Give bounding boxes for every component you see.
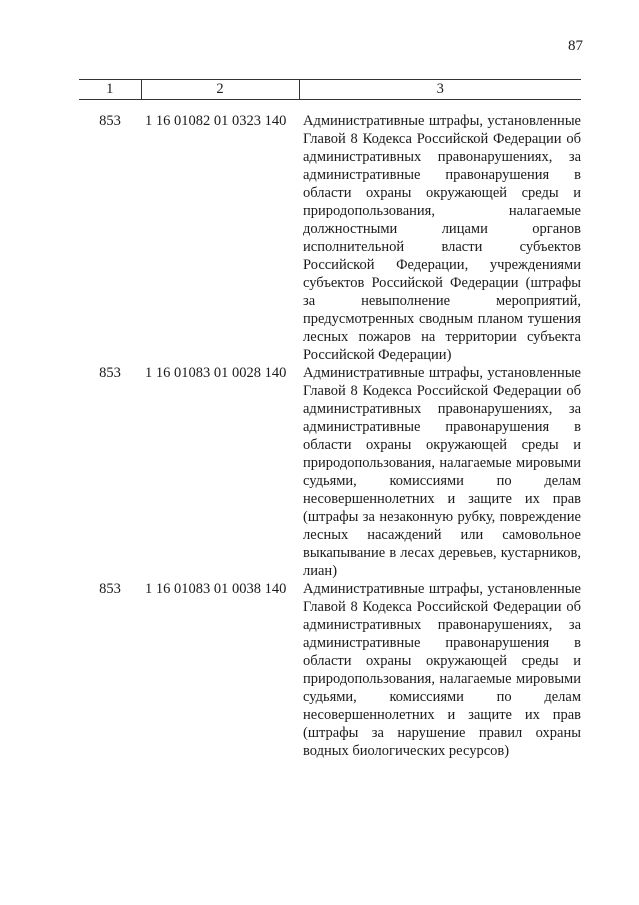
revenue-description: Административные штрафы, установленные Главой 8 Кодекса Российской Федерации об административных правонарушениях, за административные правонарушения в области охраны окружающей среды и природопользования, налагаемые мировыми судьями, комиссиями по делам несовершеннолетних и защите их прав (штрафы за нарушение правил охраны водных биологических ресурсов) (303, 581, 581, 759)
budget-classification-code: 1 16 01083 01 0028 140 (145, 365, 287, 381)
table-header-row (79, 80, 581, 100)
revenue-codes-table (79, 79, 581, 760)
table-header (79, 80, 581, 100)
administrator-code: 853 (99, 113, 121, 129)
budget-classification-code: 1 16 01082 01 0323 140 (145, 113, 287, 129)
page-number: 87 (568, 38, 583, 54)
table-body (79, 100, 581, 761)
table-row (79, 580, 581, 760)
column-header-3: 3 (299, 80, 581, 100)
revenue-description: Административные штрафы, установленные Главой 8 Кодекса Российской Федерации об административных правонарушениях, за административные правонарушения в области охраны окружающей среды и природопользования, налагаемые должностными лицами органов исполнительной власти субъектов Российской Федерации, учреждениями субъектов Российской Федерации (штрафы за невыполнение мероприятий, предусмотренных сводным планом тушения лесных пожаров на территории субъекта Российской Федерации) (303, 113, 581, 363)
revenue-description: Административные штрафы, установленные Главой 8 Кодекса Российской Федерации об административных правонарушениях, за административные правонарушения в области охраны окружающей среды и природопользования, налагаемые мировыми судьями, комиссиями по делам несовершеннолетних и защите их прав (штрафы за незаконную рубку, повреждение лесных насаждений или самовольное выкапывание в лесах деревьев, кустарников, лиан) (303, 365, 581, 579)
administrator-code: 853 (99, 365, 121, 381)
table-row (79, 100, 581, 365)
column-header-2: 2 (141, 80, 299, 100)
table-row (79, 364, 581, 580)
administrator-code: 853 (99, 581, 121, 597)
budget-classification-code: 1 16 01083 01 0038 140 (145, 581, 287, 597)
column-header-1: 1 (79, 80, 141, 100)
